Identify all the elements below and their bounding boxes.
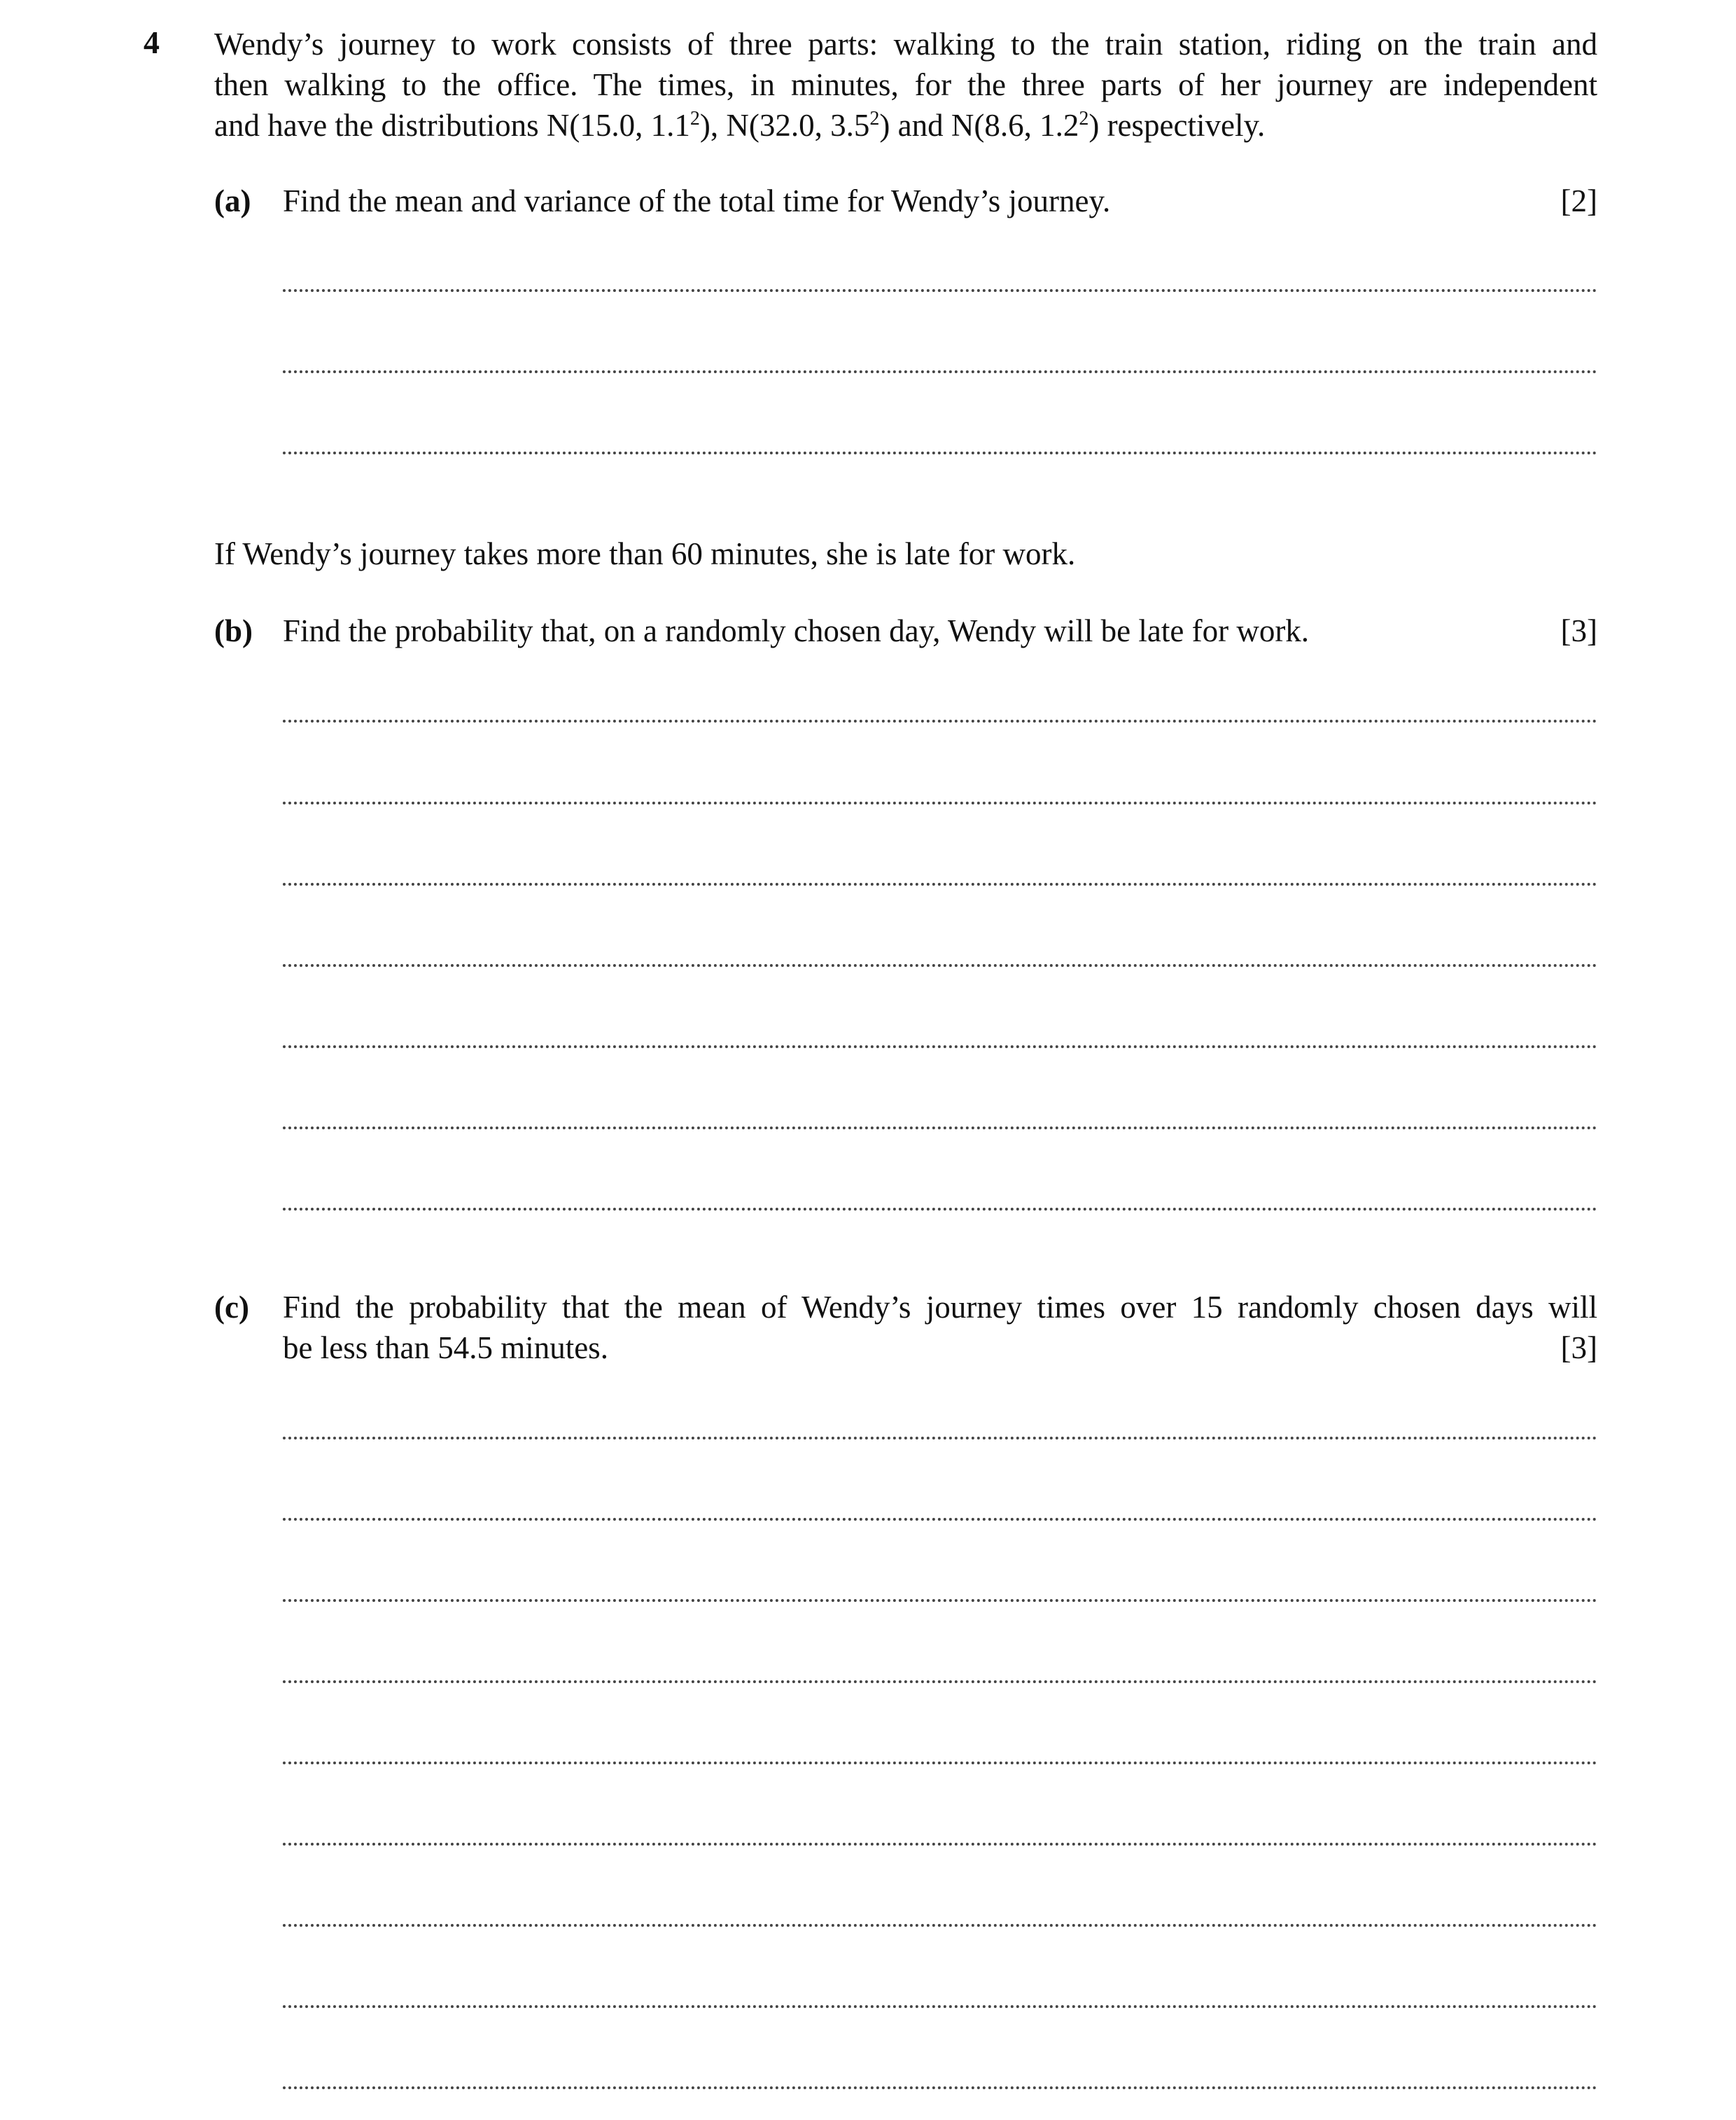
part-a-text — [283, 181, 1597, 221]
answer-line-a-3[interactable] — [283, 452, 1597, 454]
part-b-text — [283, 611, 1597, 651]
intro-line-1: Wendy’s journey to work consists of three parts: walking to the train station, riding on the train and — [214, 27, 1597, 62]
answer-line-a-1[interactable] — [283, 289, 1597, 292]
answer-line-b-4[interactable] — [283, 964, 1597, 967]
part-c-text — [283, 1287, 1597, 1368]
part-c-question-line-2: be less than 54.5 minutes. — [283, 1330, 608, 1365]
part-b-label: (b) — [214, 613, 253, 648]
answer-line-a-2[interactable] — [283, 370, 1597, 373]
question-intro — [214, 24, 1597, 146]
answer-line-c-5[interactable] — [283, 1762, 1597, 1764]
part-b-marks: [3] — [1560, 613, 1597, 648]
answer-line-c-9[interactable] — [283, 2086, 1597, 2089]
answer-line-b-1[interactable] — [283, 720, 1597, 723]
answer-line-c-6[interactable] — [283, 1843, 1597, 1846]
answer-line-c-4[interactable] — [283, 1680, 1597, 1683]
exponent: 2 — [869, 108, 880, 130]
answer-line-b-5[interactable] — [283, 1045, 1597, 1048]
answer-line-c-3[interactable] — [283, 1599, 1597, 1602]
intro-text-1: and have the distributions N(15.0, 1.1 — [214, 108, 690, 143]
intro-text-4: ) respectively. — [1088, 108, 1266, 143]
part-a-marks: [2] — [1560, 183, 1597, 218]
question-number: 4 — [144, 25, 160, 60]
part-c-question-line-1: Find the probability that the mean of Wendy’s journey times over 15 randomly chosen days will — [283, 1290, 1597, 1325]
answer-line-c-2[interactable] — [283, 1518, 1597, 1521]
answer-line-b-2[interactable] — [283, 802, 1597, 804]
answer-line-b-6[interactable] — [283, 1127, 1597, 1129]
exponent: 2 — [690, 108, 700, 130]
answer-line-c-1[interactable] — [283, 1437, 1597, 1439]
answer-line-c-8[interactable] — [283, 2005, 1597, 2008]
part-a-label: (a) — [214, 183, 251, 218]
answer-line-b-7[interactable] — [283, 1208, 1597, 1211]
answer-line-b-3[interactable] — [283, 883, 1597, 886]
intro-text-2: ), N(32.0, 3.5 — [699, 108, 870, 143]
intro-line-3 — [214, 105, 1597, 146]
question-stem: If Wendy’s journey takes more than 60 minutes, she is late for work. — [214, 536, 1076, 571]
answer-line-c-7[interactable] — [283, 1924, 1597, 1927]
exponent: 2 — [1079, 108, 1089, 130]
part-c-marks: [3] — [1560, 1330, 1597, 1365]
intro-text-3: ) and N(8.6, 1.2 — [879, 108, 1079, 143]
intro-line-2: then walking to the office. The times, in minutes, for the three parts of her journey are independent — [214, 67, 1597, 102]
part-a-question: Find the mean and variance of the total time for Wendy’s journey. — [283, 183, 1111, 218]
part-b-question: Find the probability that, on a randomly chosen day, Wendy will be late for work. — [283, 613, 1310, 648]
part-c-label: (c) — [214, 1290, 249, 1325]
